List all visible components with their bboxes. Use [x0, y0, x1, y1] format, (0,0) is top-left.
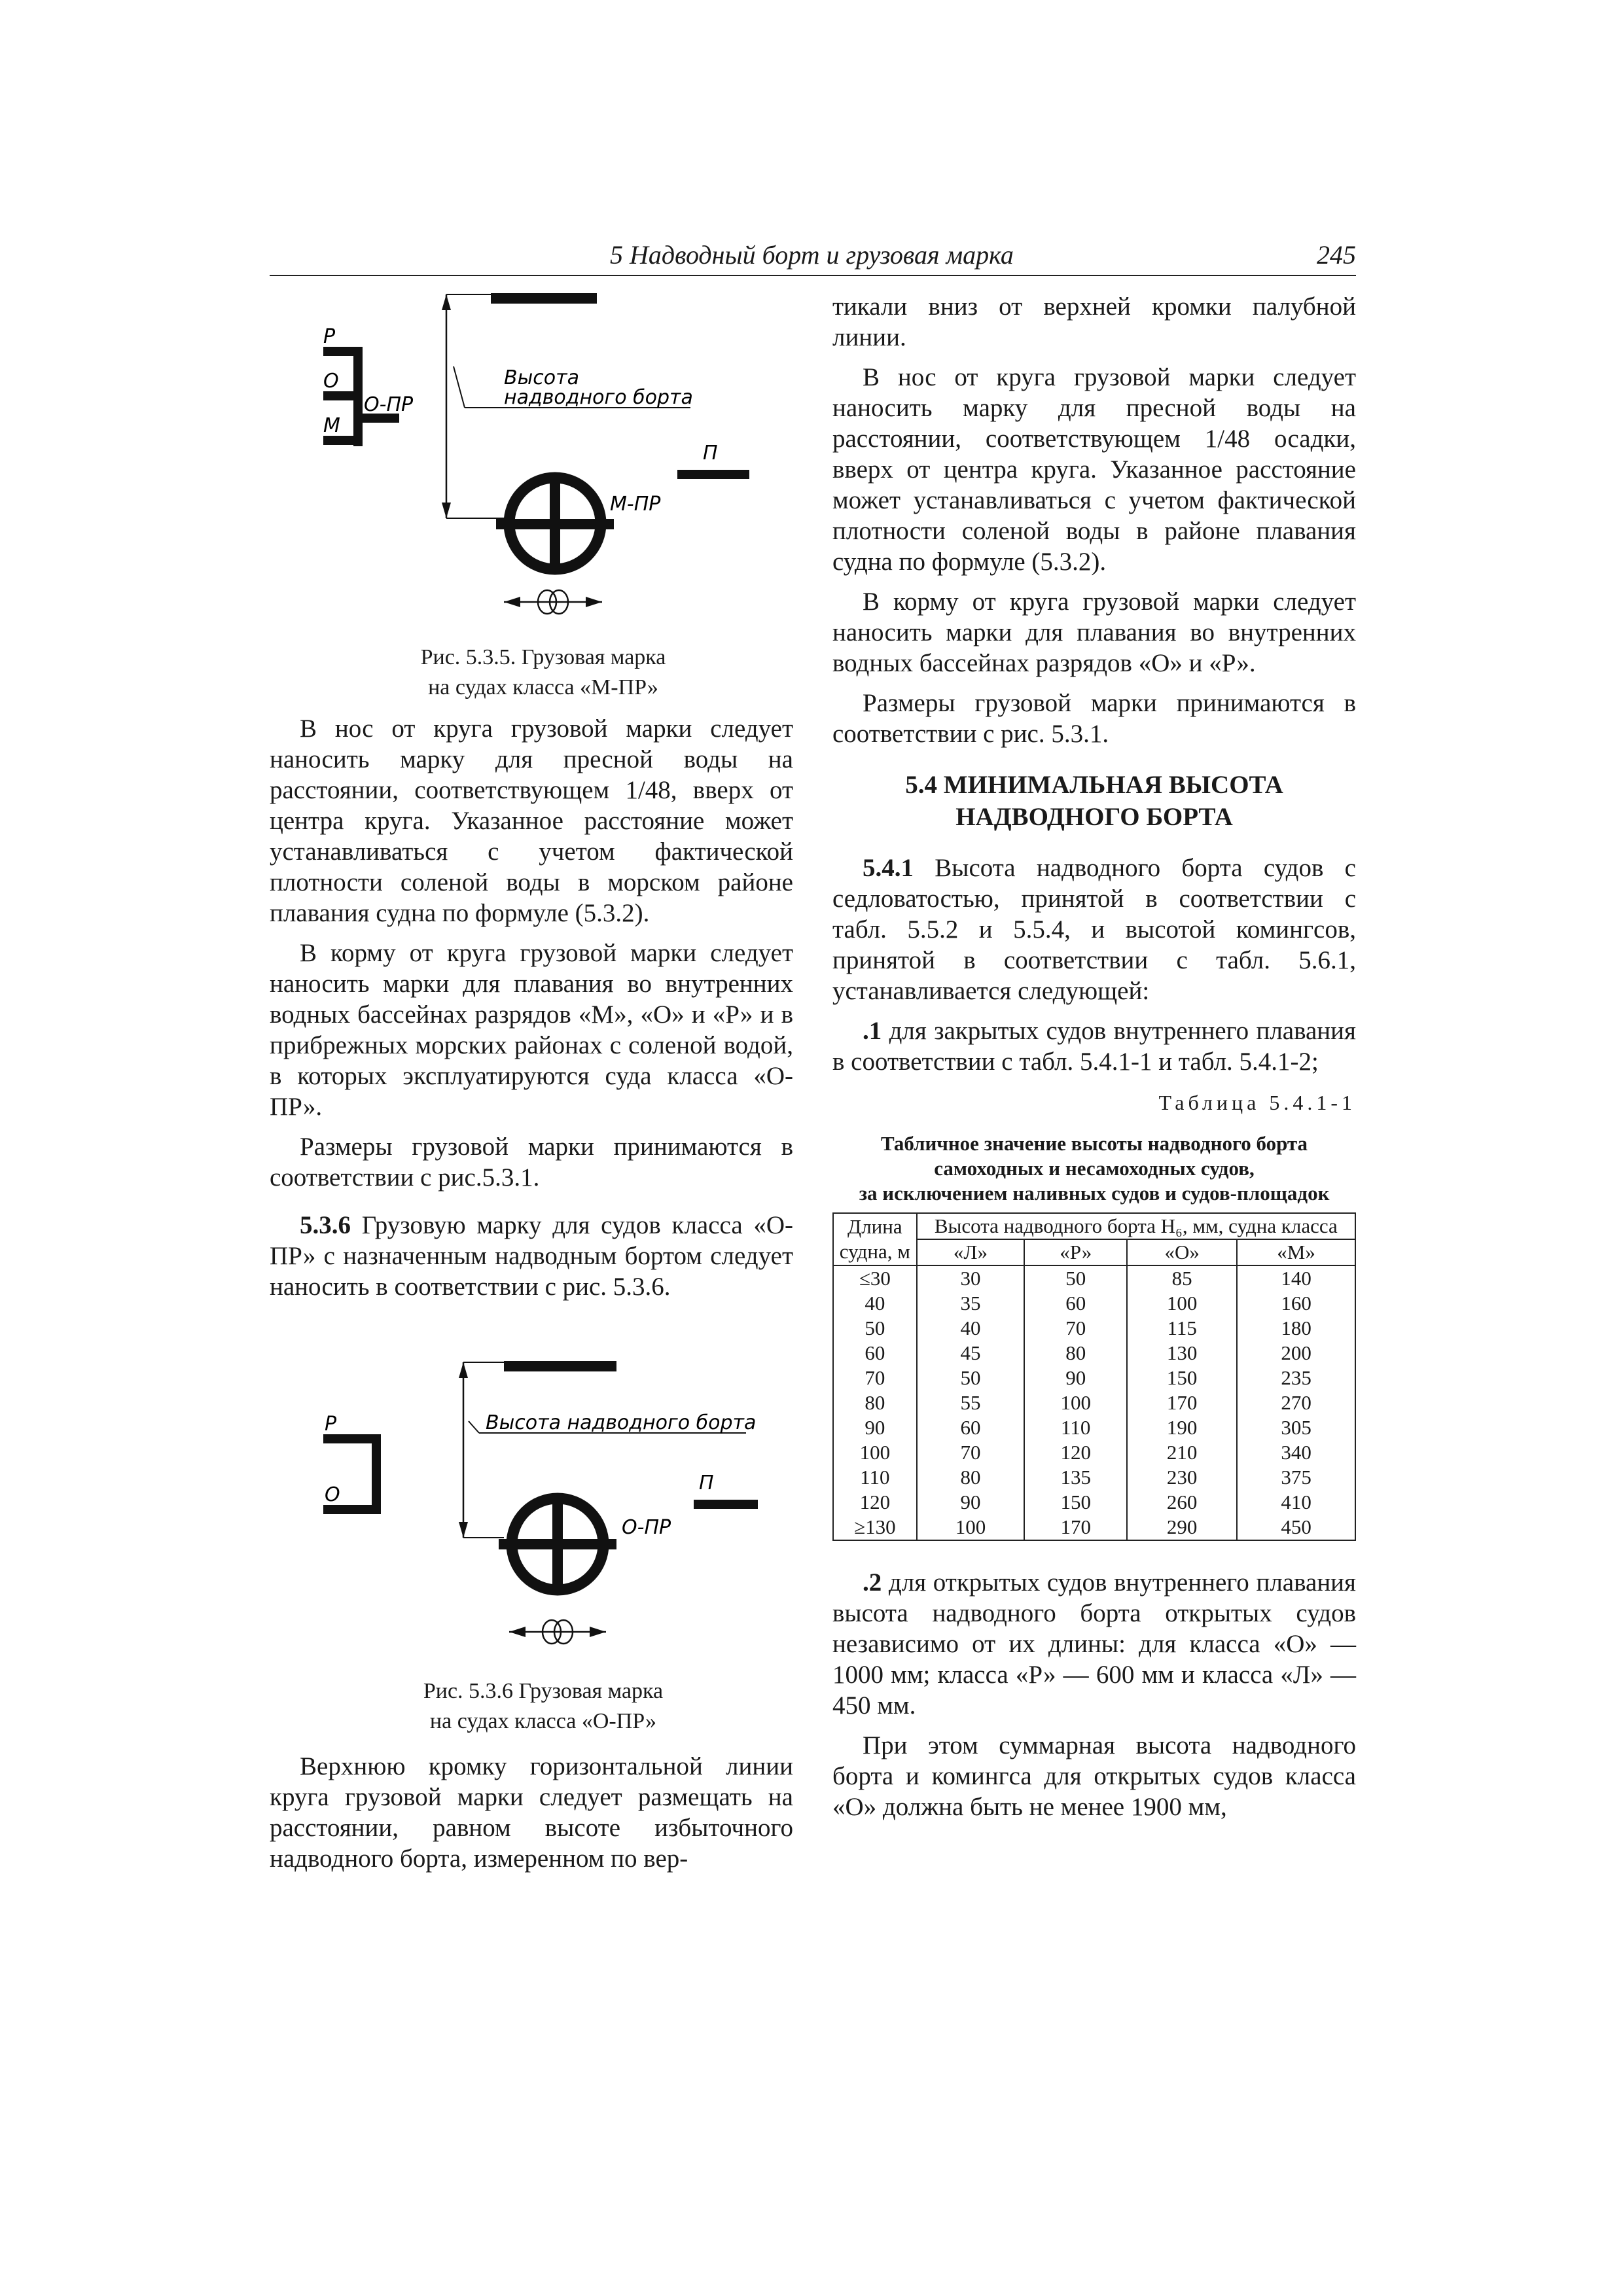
- table-cell: 170: [1127, 1390, 1237, 1415]
- section-heading-5-4: [832, 769, 1356, 833]
- right-paragraph-6: [832, 1567, 1356, 1721]
- table-cell: 80: [1024, 1341, 1127, 1366]
- left-paragraph-4: [270, 1210, 793, 1302]
- table-cell: 35: [917, 1291, 1025, 1316]
- figure-load-line-o-pr: [308, 1348, 779, 1675]
- mark-label-fresh: П: [699, 1472, 714, 1494]
- table-cell: 70: [1024, 1316, 1127, 1341]
- table-cell: 140: [1237, 1265, 1355, 1291]
- clause-number-5-4-1: 5.4.1: [863, 854, 914, 882]
- clause-text-5-3-6: Грузовую марку для судов класса «О-ПР» с назначенным надводным бортом следует наносить в соответствии с рис. 5.3.6.: [270, 1211, 793, 1301]
- table-cell: 45: [917, 1341, 1025, 1366]
- table-cell: 50: [917, 1366, 1025, 1390]
- col-header-length-1: Длина: [847, 1215, 902, 1238]
- table-cell: 80: [917, 1465, 1025, 1490]
- table-cell: 190: [1127, 1415, 1237, 1440]
- mark-label-m: М: [323, 414, 340, 437]
- header-title: 5 Надводный борт и грузовая марка: [610, 240, 1014, 270]
- table-cell: 90: [917, 1490, 1025, 1515]
- right-column: [832, 291, 1356, 1831]
- table-row: [833, 1390, 1355, 1415]
- table-cell: 150: [1127, 1366, 1237, 1390]
- table-cell: 40: [833, 1291, 917, 1316]
- left-paragraph-3: Размеры грузовой марки принимаются в соответствии с рис.5.3.1.: [270, 1133, 793, 1192]
- table-cell: 50: [833, 1316, 917, 1341]
- table-cell: 60: [917, 1415, 1025, 1440]
- col-header-group: Высота надводного борта H₆, мм, судна класса: [917, 1213, 1355, 1239]
- mark-label-p: Р: [323, 325, 336, 348]
- table-cell: 260: [1127, 1490, 1237, 1515]
- height-label-2: надводного борта: [504, 386, 693, 409]
- clause-text-5-4-1: Высота надводного борта судов с седловатостью, принятой в соответствии с табл. 5.5.2 и 5.5.4, и высотой комингсов, принятой в соответствии с табл. 5.6.1, устанавливается следующей:: [832, 854, 1356, 1005]
- figure-caption-2: [340, 1676, 746, 1737]
- table-title-line-3: за исключением наливных судов и судов-площадок: [859, 1182, 1330, 1205]
- table-cell: 135: [1024, 1465, 1127, 1490]
- table-cell: 200: [1237, 1341, 1355, 1366]
- table-cell: ≤30: [833, 1265, 917, 1291]
- table-title-line-1: Табличное значение высоты надводного борта: [880, 1132, 1308, 1155]
- table-cell: 110: [1024, 1415, 1127, 1440]
- col-header-length-2: судна, м: [839, 1240, 910, 1263]
- figure-caption-1: [340, 643, 746, 703]
- caption-1-line-1: Рис. 5.3.5. Грузовая марка: [420, 645, 666, 669]
- left-paragraph-2: В корму от круга грузовой марки следует наносить марки для плавания во внутренних водных бассейнах разрядов «М», «О» и «Р» и в прибрежных морских районах с соленой водой, в которых эксплуатируются суда класса «О-ПР».: [270, 939, 793, 1121]
- table-row: [833, 1440, 1355, 1465]
- freeboard-table: [832, 1212, 1356, 1541]
- col-header-class-m: «М»: [1237, 1239, 1355, 1265]
- col-header-class-o: «О»: [1127, 1239, 1237, 1265]
- table-title-line-2: самоходных и несамоходных судов,: [934, 1157, 1255, 1180]
- table-cell: 100: [917, 1515, 1025, 1540]
- table-cell: 115: [1127, 1316, 1237, 1341]
- section-heading-line-1: 5.4 МИНИМАЛЬНАЯ ВЫСОТА: [905, 771, 1283, 799]
- mark-label-opr: О-ПР: [364, 393, 414, 416]
- table-cell: 230: [1127, 1465, 1237, 1490]
- caption-2-line-2: на судах класса «О-ПР»: [429, 1709, 657, 1733]
- table-cell: 160: [1237, 1291, 1355, 1316]
- table-cell: 55: [917, 1390, 1025, 1415]
- left-paragraph-1: В нос от круга грузовой марки следует наносить марку для пресной воды на расстоянии, соответствующем 1/48, вверх от центра круга. Указанное расстояние может устанавливаться с учетом фактической плотности соленой воды в морском районе плавания судна по формуле (5.3.2).: [270, 715, 793, 927]
- table-row: [833, 1515, 1355, 1540]
- table-cell: 120: [833, 1490, 917, 1515]
- table-row: [833, 1366, 1355, 1390]
- table-cell: 30: [917, 1265, 1025, 1291]
- table-cell: 235: [1237, 1366, 1355, 1390]
- left-column-lower: [270, 1751, 793, 1883]
- clause-number-5-3-6: 5.3.6: [300, 1211, 351, 1239]
- table-cell: 100: [1024, 1390, 1127, 1415]
- table-cell: 50: [1024, 1265, 1127, 1291]
- figure-load-line-m-pr: [308, 288, 779, 641]
- mark-label-o: О: [323, 370, 339, 393]
- table-cell: 90: [833, 1415, 917, 1440]
- page-number: 245: [1317, 240, 1356, 270]
- table-row: [833, 1415, 1355, 1440]
- table-title: [832, 1131, 1356, 1206]
- table-cell: 180: [1237, 1316, 1355, 1341]
- table-cell: 100: [1127, 1291, 1237, 1316]
- table-cell: 110: [833, 1465, 917, 1490]
- table-cell: 410: [1237, 1490, 1355, 1515]
- item-text-1: для закрытых судов внутреннего плавания в соответствии с табл. 5.4.1-1 и табл. 5.4.1-2;: [832, 1017, 1356, 1076]
- table-cell: 150: [1024, 1490, 1127, 1515]
- table-cell: 85: [1127, 1265, 1237, 1291]
- left-paragraph-5: Верхнюю кромку горизонтальной линии круга грузовой марки следует размещать на расстоянии, равном высоте избыточного надводного борта, измеренном по вер-: [270, 1752, 793, 1873]
- table-row: [833, 1265, 1355, 1291]
- table-cell: 210: [1127, 1440, 1237, 1465]
- item-number-1: .1: [863, 1017, 882, 1045]
- item-number-2: .2: [863, 1568, 882, 1597]
- table-cell: 80: [833, 1390, 917, 1415]
- mark-label-p: Р: [325, 1413, 337, 1436]
- table-row: [833, 1490, 1355, 1515]
- table-cell: ≥130: [833, 1515, 917, 1540]
- table-cell: 90: [1024, 1366, 1127, 1390]
- table-row: [833, 1316, 1355, 1341]
- right-paragraph-5: [832, 1016, 1356, 1077]
- table-cell: 70: [917, 1440, 1025, 1465]
- mark-label-fresh: П: [703, 442, 718, 465]
- table-row: [833, 1341, 1355, 1366]
- table-cell: 290: [1127, 1515, 1237, 1540]
- item-text-2: для открытых судов внутреннего плавания высота надводного борта открытых судов независимо от их длины: для класса «О» — 1000 мм; класса «Р» — 600 мм и класса «Л» — 450 мм.: [832, 1568, 1356, 1720]
- table-row: [833, 1291, 1355, 1316]
- table-cell: 60: [833, 1341, 917, 1366]
- table-cell: 340: [1237, 1440, 1355, 1465]
- table-row: [833, 1465, 1355, 1490]
- mark-label-mpr: М-ПР: [610, 493, 661, 516]
- right-paragraph-1: В нос от круга грузовой марки следует наносить марку для пресной воды на расстоянии, соответствующем 1/48 осадки, вверх от центра круга. Указанное расстояние может устанавливаться с учетом фактической плотности соленой воды в районе плавания судна по формуле (5.3.2).: [832, 363, 1356, 576]
- table-cell: 60: [1024, 1291, 1127, 1316]
- table-cell: 120: [1024, 1440, 1127, 1465]
- right-paragraph-2: В корму от круга грузовой марки следует наносить марки для плавания во внутренних водных бассейнах разрядов «О» и «Р».: [832, 588, 1356, 677]
- table-cell: 375: [1237, 1465, 1355, 1490]
- table-cell: 450: [1237, 1515, 1355, 1540]
- table-cell: 270: [1237, 1390, 1355, 1415]
- height-label-1: Высота: [504, 366, 579, 389]
- col-header-length: [833, 1213, 917, 1265]
- mark-label-opr: О-ПР: [622, 1516, 671, 1539]
- mark-label-o: О: [325, 1483, 340, 1506]
- running-header: [270, 236, 1356, 276]
- col-header-class-l: «Л»: [917, 1239, 1025, 1265]
- table-cell: 40: [917, 1316, 1025, 1341]
- left-column-upper: [270, 713, 793, 1311]
- right-paragraph-7: При этом суммарная высота надводного борта и комингса для открытых судов класса «О» должна быть не менее 1900 мм,: [832, 1731, 1356, 1821]
- section-heading-line-2: НАДВОДНОГО БОРТА: [955, 803, 1233, 831]
- table-cell: 170: [1024, 1515, 1127, 1540]
- right-paragraph-4: [832, 853, 1356, 1006]
- table-cell: 130: [1127, 1341, 1237, 1366]
- col-header-class-r: «Р»: [1024, 1239, 1127, 1265]
- caption-1-line-2: на судах класса «М-ПР»: [428, 675, 658, 699]
- height-label: Высота надводного борта: [486, 1411, 757, 1434]
- table-cell: 100: [833, 1440, 917, 1465]
- table-cell: 70: [833, 1366, 917, 1390]
- table-label: Таблица 5.4.1-1: [1158, 1091, 1356, 1114]
- right-paragraph-3: Размеры грузовой марки принимаются в соответствии с рис. 5.3.1.: [832, 689, 1356, 748]
- table-cell: 305: [1237, 1415, 1355, 1440]
- caption-2-line-1: Рис. 5.3.6 Грузовая марка: [423, 1679, 664, 1703]
- right-paragraph-0: тикали вниз от верхней кромки палубной линии.: [832, 292, 1356, 351]
